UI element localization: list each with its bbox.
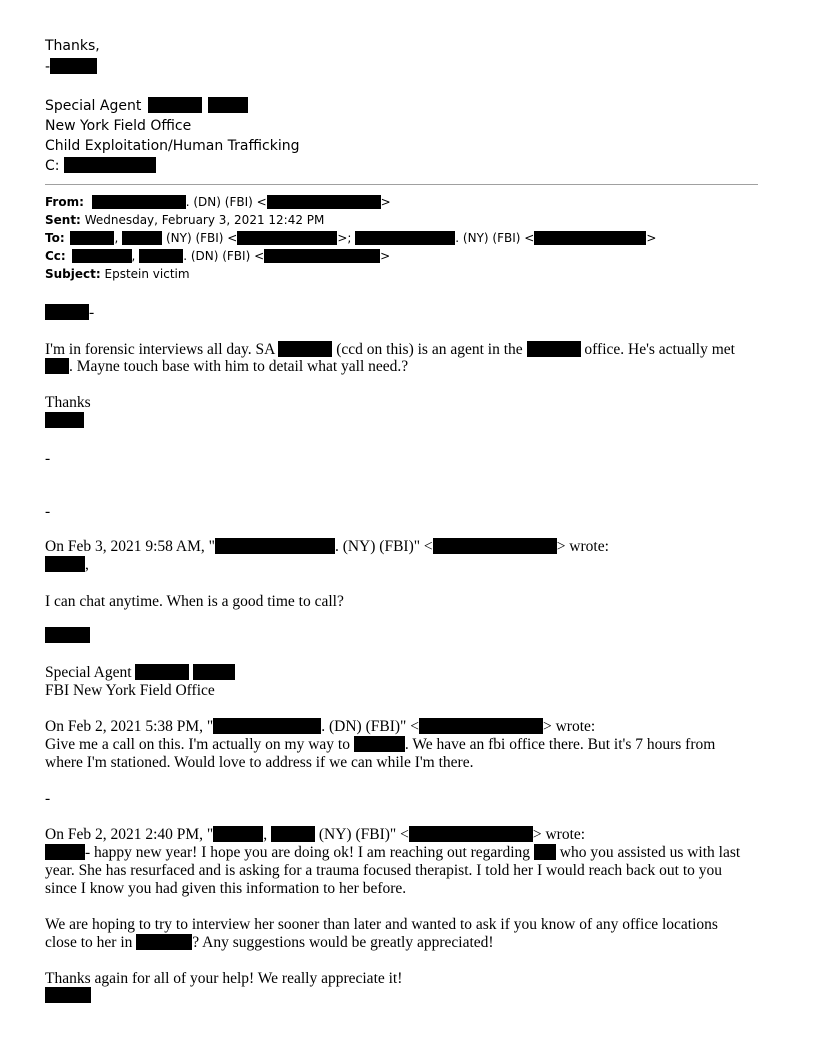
sender-initial	[45, 57, 97, 77]
redaction	[419, 718, 543, 734]
redaction	[534, 844, 556, 860]
to-line	[45, 229, 656, 247]
redaction	[70, 231, 114, 245]
text: > wrote:	[556, 538, 609, 555]
from-end: >	[380, 195, 391, 209]
header-divider	[45, 184, 758, 185]
redaction	[64, 157, 156, 173]
redaction	[355, 231, 455, 245]
sent-label: Sent:	[45, 213, 81, 227]
agent-title-line	[45, 96, 248, 116]
subject-label: Subject:	[45, 267, 101, 281]
text: (ccd on this) is an agent in the	[336, 341, 523, 358]
to-sep2: >;	[337, 231, 352, 245]
closing-thanks: Thanks,	[45, 38, 100, 54]
text: Give me a call on this. I'm actually on my way to	[45, 736, 350, 753]
body-line: I can chat anytime. When is a good time to call?	[45, 593, 344, 610]
redaction	[278, 341, 332, 357]
text: who you assisted us with last	[559, 844, 741, 861]
text: . (NY) (FBI)" <	[334, 538, 433, 555]
sent-value: Wednesday, February 3, 2021 12:42 PM	[84, 213, 325, 227]
redaction	[213, 718, 321, 734]
text: On Feb 3, 2021 9:58 AM, "	[45, 538, 215, 555]
redaction	[45, 556, 85, 572]
sent-line	[45, 211, 324, 229]
text: office. He's actually met	[584, 341, 735, 358]
redaction	[193, 664, 235, 680]
cc-line	[45, 247, 390, 265]
unit-name: Child Exploitation/Human Trafficking	[45, 138, 300, 154]
redaction	[45, 844, 85, 860]
redaction	[45, 987, 91, 1003]
redaction	[45, 412, 84, 428]
from-value: . (DN) (FBI) <	[185, 195, 267, 209]
redaction	[139, 249, 183, 263]
redaction	[267, 195, 381, 209]
cc-part: . (DN) (FBI) <	[183, 249, 265, 263]
body-line	[45, 358, 408, 375]
greeting-dash: -	[89, 304, 95, 321]
body-line: year. She has resurfaced and is asking for a trauma focused therapist. I told her I would reach back out to you	[45, 862, 723, 879]
body-line: since I know you had given this information to her before.	[45, 880, 407, 897]
closing-thanks: Thanks	[45, 394, 91, 411]
office-name: FBI New York Field Office	[45, 682, 215, 699]
dash: -	[45, 503, 51, 520]
redaction	[215, 538, 335, 554]
text: . We have an fbi office there. But it's 7 hours from	[404, 736, 716, 753]
redaction	[122, 231, 162, 245]
text: > wrote:	[542, 718, 596, 735]
redaction	[135, 664, 189, 680]
greeting	[45, 304, 94, 321]
redaction	[72, 249, 132, 263]
agent-title: Special Agent	[45, 664, 132, 681]
cell-label: C:	[45, 158, 60, 174]
agent-title-line	[45, 664, 235, 681]
dash: -	[45, 59, 51, 75]
redaction	[208, 97, 248, 113]
redaction	[237, 231, 337, 245]
text: ,	[263, 826, 268, 843]
redaction	[45, 304, 89, 320]
dash: -	[45, 790, 51, 807]
redaction	[433, 538, 557, 554]
body-line	[45, 341, 735, 358]
redaction	[45, 627, 90, 643]
body-line	[45, 736, 715, 753]
from-label: From:	[45, 195, 84, 209]
text: > wrote:	[532, 826, 586, 843]
redaction	[527, 341, 581, 357]
redaction	[354, 736, 405, 752]
body-line: Thanks again for all of your help! We really appreciate it!	[45, 970, 403, 987]
agent-title: Special Agent	[45, 98, 142, 114]
to-part2: . (NY) (FBI) <	[455, 231, 535, 245]
redaction	[264, 249, 380, 263]
text: . (DN) (FBI)" <	[321, 718, 419, 735]
text: On Feb 2, 2021 5:38 PM, "	[45, 718, 214, 735]
body-line	[45, 934, 494, 951]
to-sep: ,	[114, 231, 119, 245]
redaction	[213, 826, 263, 842]
text: I'm in forensic interviews all day. SA	[45, 341, 275, 358]
redaction	[50, 58, 97, 74]
greeting	[45, 556, 89, 573]
text: On Feb 2, 2021 2:40 PM, "	[45, 826, 214, 843]
subject-line	[45, 265, 190, 283]
redaction	[148, 97, 202, 113]
redaction	[271, 826, 315, 842]
quote-intro	[45, 826, 585, 843]
cc-sep: ,	[131, 249, 136, 263]
to-end: >	[646, 231, 657, 245]
text: close to her in	[45, 934, 133, 951]
cell-line	[45, 156, 156, 176]
quote-intro	[45, 538, 609, 555]
greeting-comma: ,	[85, 556, 89, 573]
body-line: where I'm stationed. Would love to address if we can while I'm there.	[45, 754, 474, 771]
text: (NY) (FBI)" <	[318, 826, 409, 843]
from-line	[45, 193, 391, 211]
cc-label: Cc:	[45, 249, 66, 263]
body-line	[45, 844, 740, 861]
text: - happy new year! I hope you are doing ok! I am reaching out regarding	[85, 844, 531, 861]
text: . Mayne touch base with him to detail what yall need.?	[69, 358, 409, 375]
redaction	[92, 195, 186, 209]
redaction	[409, 826, 533, 842]
to-label: To:	[45, 231, 65, 245]
redaction	[136, 934, 192, 950]
office-name: New York Field Office	[45, 118, 192, 134]
redaction	[534, 231, 646, 245]
subject-value: Epstein victim	[104, 267, 190, 281]
redaction	[45, 358, 69, 374]
text: ? Any suggestions would be greatly appreciated!	[192, 934, 494, 951]
body-line: We are hoping to try to interview her sooner than later and wanted to ask if you know of any office locations	[45, 916, 718, 933]
cc-end: >	[380, 249, 391, 263]
to-part1: (NY) (FBI) <	[165, 231, 238, 245]
quote-intro	[45, 718, 595, 735]
dash: -	[45, 450, 51, 467]
